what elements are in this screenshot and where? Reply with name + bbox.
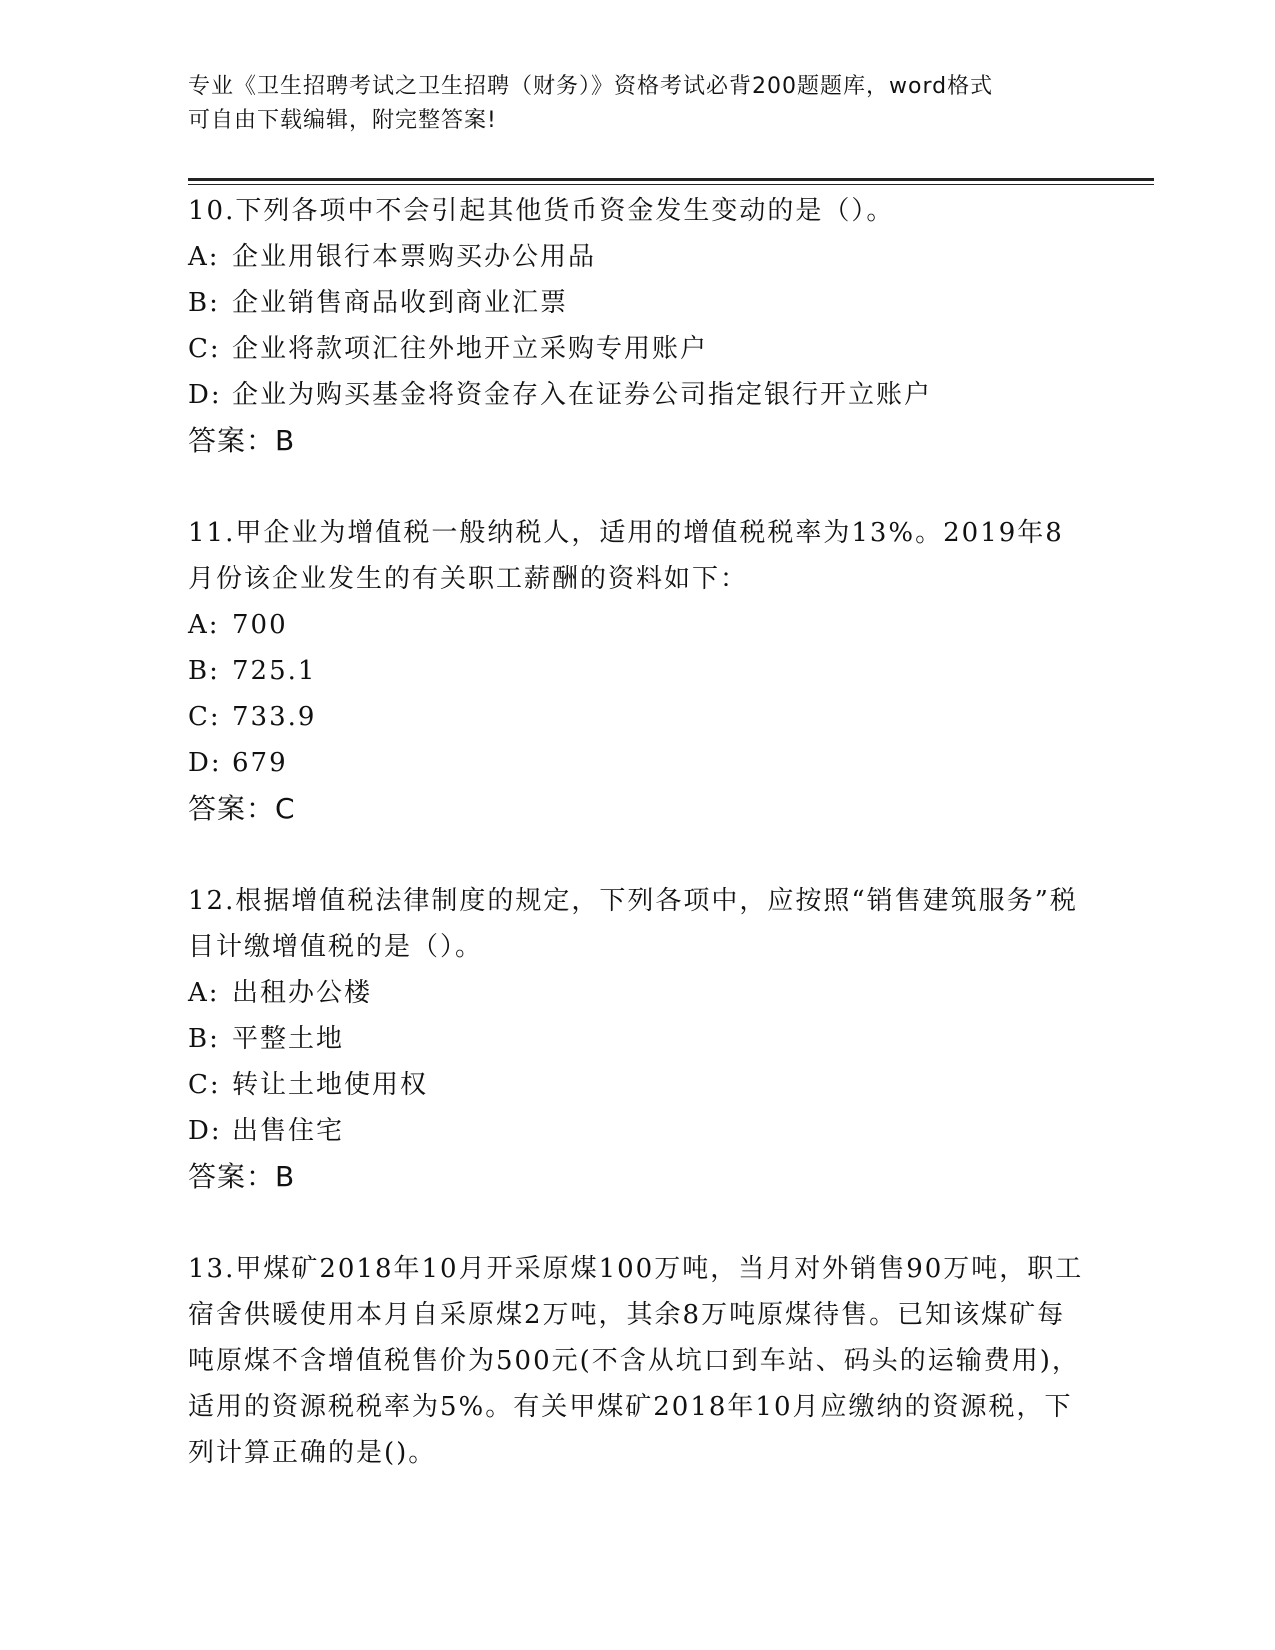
option-key: B:: [188, 288, 220, 318]
question-13: [188, 1246, 1088, 1476]
option-text: 700: [232, 610, 288, 640]
question-11: [188, 510, 1088, 832]
option-key: D:: [188, 748, 222, 778]
option-c: [188, 326, 1088, 372]
option-key: C:: [188, 702, 221, 732]
option-key: D:: [188, 1116, 222, 1146]
option-text: 679: [232, 748, 288, 778]
document-header: [188, 70, 1088, 138]
option-a: [188, 602, 1088, 648]
option-key: B:: [188, 656, 220, 686]
option-text: 平整土地: [232, 1024, 345, 1054]
option-a: [188, 970, 1088, 1016]
question-12: [188, 878, 1088, 1200]
option-d: [188, 740, 1088, 786]
option-text: 企业将款项汇往外地开立采购专用账户: [232, 334, 709, 364]
option-d: [188, 1108, 1088, 1154]
question-stem: 11.甲企业为增值税一般纳税人，适用的增值税税率为13%。2019年8月份该企业发生的有关职工薪酬的资料如下：: [188, 518, 1064, 594]
option-key: C:: [188, 1070, 221, 1100]
option-key: A:: [188, 242, 220, 272]
option-text: 企业用银行本票购买办公用品: [232, 242, 597, 272]
option-text: 企业销售商品收到商业汇票: [232, 288, 569, 318]
question-list: [188, 188, 1088, 1522]
option-c: [188, 1062, 1088, 1108]
option-text: 企业为购买基金将资金存入在证券公司指定银行开立账户: [232, 380, 933, 410]
option-b: [188, 1016, 1088, 1062]
option-text: 出售住宅: [232, 1116, 345, 1146]
option-key: A:: [188, 610, 220, 640]
option-text: 725.1: [232, 656, 317, 686]
option-key: C:: [188, 334, 221, 364]
option-c: [188, 694, 1088, 740]
header-rule-thick: [188, 178, 1154, 181]
question-stem: 13.甲煤矿2018年10月开采原煤100万吨，当月对外销售90万吨，职工宿舍供暖使用本月自采原煤2万吨，其余8万吨原煤待售。已知该煤矿每吨原煤不含增值税售价为500元(不含从坑口到车站、码头的运输费用)，适用的资源税税率为5%。有关甲煤矿2018年10月应缴纳的资源税，下列计算正确的是()。: [188, 1254, 1084, 1468]
option-key: B:: [188, 1024, 220, 1054]
option-text: 出租办公楼: [232, 978, 373, 1008]
option-b: [188, 280, 1088, 326]
question-10: [188, 188, 1088, 464]
option-text: 733.9: [232, 702, 317, 732]
answer: 答案：B: [188, 1160, 296, 1193]
option-key: A:: [188, 978, 220, 1008]
header-rule-thin: [188, 184, 1154, 185]
question-stem: 10.下列各项中不会引起其他货币资金发生变动的是（）。: [188, 196, 895, 226]
option-text: 转让土地使用权: [232, 1070, 429, 1100]
option-key: D:: [188, 380, 222, 410]
answer: 答案：B: [188, 424, 296, 457]
header-line-2: 可自由下载编辑，附完整答案!: [188, 108, 497, 133]
answer: 答案：C: [188, 792, 296, 825]
question-stem: 12.根据增值税法律制度的规定，下列各项中，应按照“销售建筑服务”税目计缴增值税的是（）。: [188, 886, 1078, 962]
header-line-1: 专业《卫生招聘考试之卫生招聘（财务）》资格考试必背200题题库，word格式: [188, 74, 994, 99]
option-d: [188, 372, 1088, 418]
option-a: [188, 234, 1088, 280]
option-b: [188, 648, 1088, 694]
